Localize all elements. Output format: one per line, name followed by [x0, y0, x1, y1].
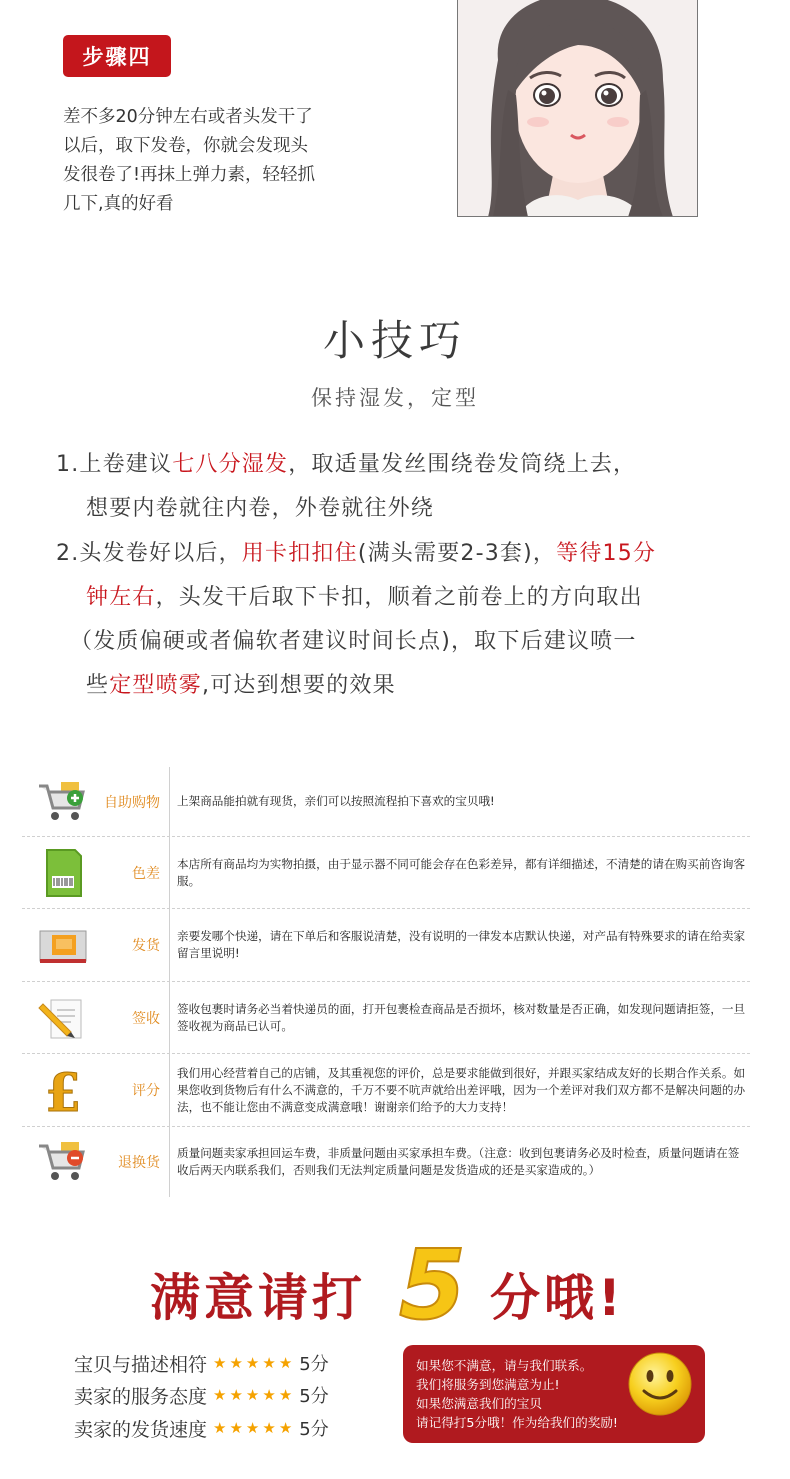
- smiley-face-icon: [627, 1351, 693, 1417]
- shopping-cart-remove-icon: [28, 1127, 98, 1197]
- policy-label: 发货: [132, 938, 160, 954]
- tip-text: ，取适量发丝围绕卷发筒绕上去，: [288, 452, 637, 477]
- star-icon: ★: [245, 1419, 260, 1437]
- rating-score: 5分: [299, 1419, 329, 1440]
- rating-label: 宝贝与描述相符: [74, 1353, 208, 1376]
- tip-line-1: [56, 447, 636, 478]
- policy-label: 评分: [132, 1083, 160, 1099]
- rating-label: 卖家的发货速度: [74, 1418, 208, 1441]
- message-line: 我们将服务到您满意为止!: [416, 1377, 560, 1392]
- tip-highlight: 七八分湿发: [172, 452, 289, 477]
- pencil-document-icon: [28, 982, 98, 1053]
- star-icon: ★: [245, 1354, 260, 1372]
- step-badge: 步骤四: [63, 35, 171, 77]
- star-rating: [213, 1354, 295, 1372]
- big-five-text: 5: [399, 1232, 466, 1332]
- star-icon: ★: [262, 1386, 276, 1404]
- policy-label: 退换货: [118, 1155, 160, 1171]
- rating-score: 5分: [299, 1386, 329, 1407]
- tip-text: 些: [86, 673, 110, 698]
- tip-line-4: [86, 580, 643, 611]
- phone-barcode-icon: [28, 837, 98, 908]
- rating-row: [74, 1349, 329, 1377]
- star-icon: ★: [262, 1419, 276, 1437]
- tip-line-6: [86, 668, 396, 699]
- policy-label: 色差: [132, 865, 160, 882]
- rating-score: 5分: [299, 1354, 329, 1375]
- policy-text: 亲要发哪个快递，请在下单后和客服说清楚，没有说明的一律发本店默认快递，对产品有特殊要求的请在给卖家留言里说明!: [177, 929, 746, 960]
- policy-text: 质量问题卖家承担回运车费，非质量问题由买家承担车费。（注意：收到包裹请务必及时检查，质量问题请在签收后两天内联系我们，否则我们无法判定质量问题是发货造成的还是买家造成的。）: [177, 1146, 740, 1177]
- rating-title: 满意请打: [150, 1269, 366, 1327]
- policy-row-shopping: [22, 767, 750, 837]
- tip-highlight: 定型喷雾: [109, 673, 203, 698]
- tips-title: 小技巧: [322, 316, 467, 365]
- star-icon: ★: [245, 1386, 260, 1404]
- tip-text: ，头发干后取下卡扣，顺着之前卷上的方向取出: [155, 585, 643, 610]
- tip-highlight: 用卡扣扣住: [241, 541, 358, 566]
- shopping-cart-add-icon: [28, 767, 98, 836]
- tip-text: 2.头发卷好以后，: [56, 541, 242, 566]
- message-line: 如果您满意我们的宝贝: [416, 1396, 542, 1411]
- policy-row-receipt: [22, 982, 750, 1054]
- tip-text: (满头需要2-3套)，: [357, 541, 557, 566]
- tip-text: 1.上卷建议: [56, 452, 173, 477]
- delivery-truck-icon: [28, 909, 98, 981]
- pound-sign-icon: [28, 1054, 98, 1126]
- svg-text:£: £: [45, 1063, 82, 1117]
- star-rating: [213, 1419, 295, 1437]
- step-line: 几下,真的好看: [63, 194, 174, 214]
- rating-title-suffix: 分哦!: [490, 1269, 625, 1327]
- policy-text: 上架商品能拍就有现货，亲们可以按照流程拍下喜欢的宝贝哦!: [177, 794, 495, 808]
- star-icon: ★: [262, 1354, 276, 1372]
- star-icon: ★: [229, 1386, 243, 1404]
- step-line: 差不多20分钟左右或者头发干了: [63, 107, 313, 127]
- step-description: [63, 103, 363, 219]
- tip-text: ,可达到想要的效果: [202, 673, 396, 698]
- policy-label: 签收: [132, 1010, 160, 1027]
- rating-row: [74, 1381, 329, 1409]
- star-icon: ★: [229, 1419, 243, 1437]
- policy-row-rating: [22, 1054, 750, 1127]
- big-five-graphic: [393, 1232, 485, 1332]
- step-line: 以后，取下发卷，你就会发现头: [63, 136, 308, 156]
- rating-row: [74, 1414, 329, 1442]
- policy-text: 我们用心经营着自己的店铺，及其重视您的评价，总是要求能做到很好，并跟买家结成友好的长期合作关系。如果您收到货物后有什么不满意的，千万不要不吭声就给出差评哦，因为一个差评对我们双方都不是解决问题的办法，也不能让您由不满意变成满意哦！谢谢亲们给予的大力支持！: [177, 1065, 746, 1114]
- star-icon: ★: [278, 1386, 293, 1404]
- tip-line-2: 想要内卷就往内卷，外卷就往外绕: [86, 496, 435, 521]
- star-icon: ★: [278, 1419, 293, 1437]
- policy-row-shipping: [22, 909, 750, 982]
- tips-subtitle: 保持湿发，定型: [311, 386, 479, 410]
- star-icon: ★: [229, 1354, 243, 1372]
- policy-label: 自助购物: [104, 794, 160, 811]
- star-icon: ★: [213, 1354, 227, 1372]
- tip-line-5: （发质偏硬或者偏软者建议时间长点)，取下后建议喷一: [70, 629, 637, 654]
- star-rating: [213, 1386, 295, 1404]
- policy-row-return: [22, 1127, 750, 1197]
- girl-portrait-illustration: [457, 0, 698, 217]
- star-icon: ★: [278, 1354, 293, 1372]
- star-icon: ★: [213, 1419, 227, 1437]
- tip-highlight: 钟左右: [86, 585, 156, 610]
- tip-highlight: 等待15分: [556, 541, 657, 566]
- policy-row-color: [22, 837, 750, 909]
- message-line: 如果您不满意，请与我们联系。: [416, 1358, 593, 1373]
- step-line: 发很卷了!再抹上弹力素，轻轻抓: [63, 165, 316, 185]
- rating-label: 卖家的服务态度: [74, 1385, 208, 1408]
- policy-text: 签收包裹时请务必当着快递员的面，打开包裹检查商品是否损坏，核对数量是否正确，如发现问题请拒签，一旦签收视为商品已认可。: [177, 1001, 746, 1033]
- policy-text: 本店所有商品均为实物拍摄，由于显示器不同可能会存在色彩差异，都有详细描述，不清楚的请在购买前咨询客服。: [177, 856, 746, 888]
- tip-line-3: [56, 536, 656, 567]
- message-line: 请记得打5分哦！作为给我们的奖励!: [416, 1415, 618, 1430]
- star-icon: ★: [213, 1386, 227, 1404]
